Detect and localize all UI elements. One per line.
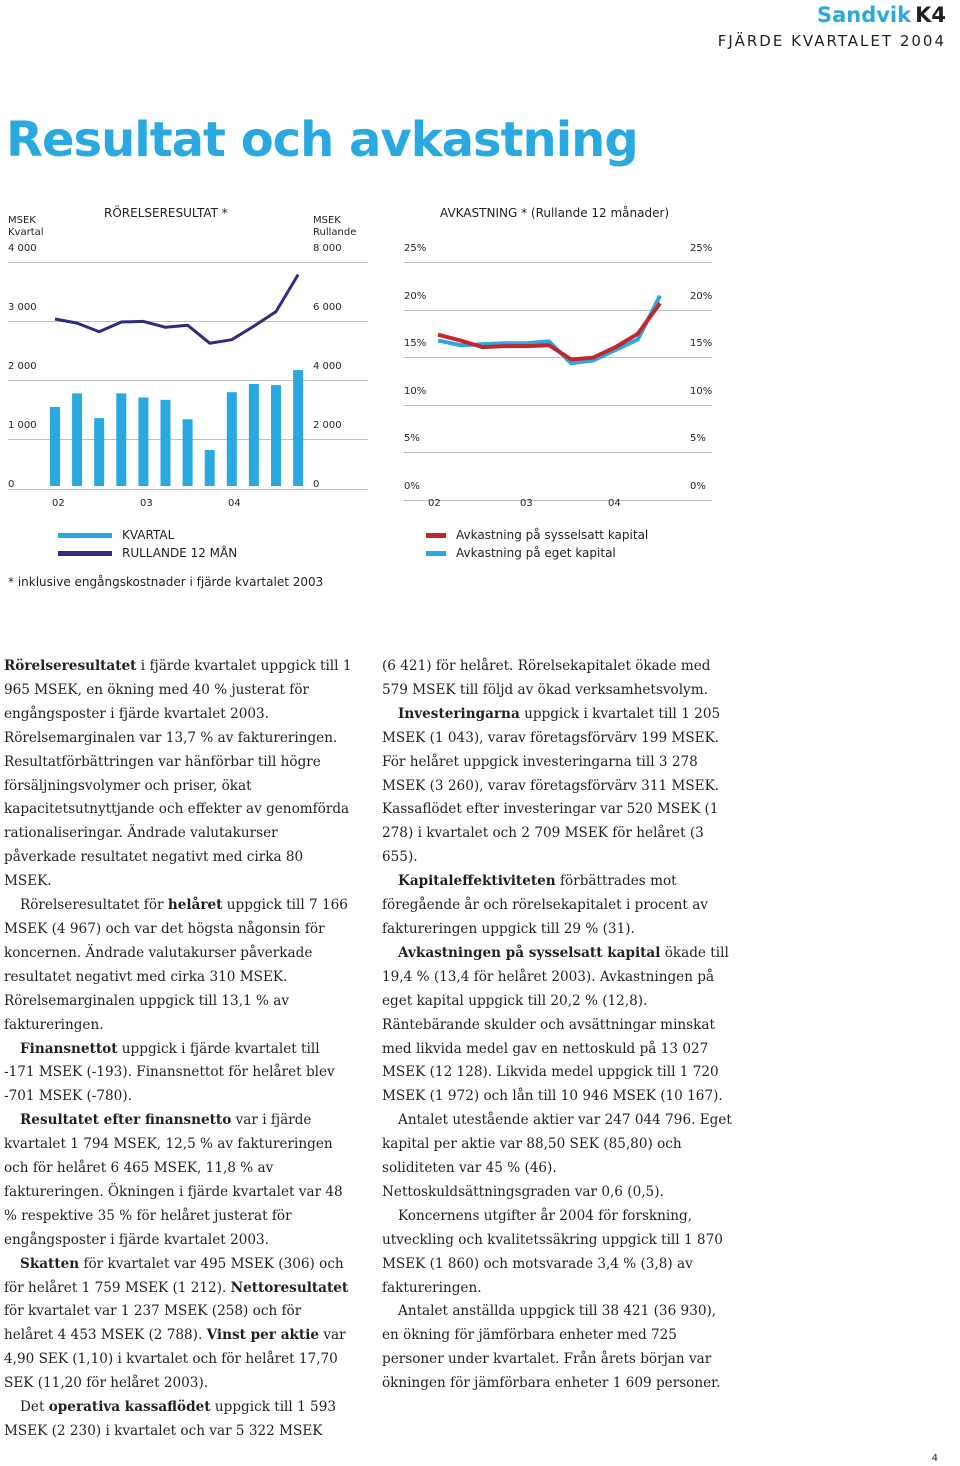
legend-swatch bbox=[426, 551, 446, 556]
y-tick-label: 0 bbox=[8, 479, 15, 490]
y-tick-label: 15% bbox=[404, 338, 427, 350]
paragraph: Antalet anställda uppgick till 38 421 (36 930), en ökning för jämförbara enheter med 725 personer under kvartalet. Från årets början var ökningen för jämförbara enheter 1 609 personer. bbox=[382, 1303, 721, 1392]
x-tick-label: 03 bbox=[140, 498, 153, 509]
text-column-right bbox=[382, 655, 732, 1396]
x-tick-label: 04 bbox=[608, 498, 621, 509]
y-tick-label-right: 8 000 bbox=[313, 243, 342, 254]
y-tick-label: 10% bbox=[404, 385, 427, 397]
y-tick-label-right: 4 000 bbox=[313, 361, 342, 372]
chart-title: RÖRELSERESULTAT * bbox=[104, 206, 228, 220]
chart-title: AVKASTNING * (Rullande 12 månader) bbox=[440, 206, 670, 220]
left-axis-unit: MSEK Kvartal bbox=[8, 215, 44, 238]
paragraph: Antalet utestående aktier var 247 044 796. Eget kapital per aktie var 88,50 SEK (85,80) och soliditeten var 45 % (46). Nettoskuldsättningsgraden var 0,6 (0,5). bbox=[382, 1112, 732, 1200]
y-tick-label-right: 15% bbox=[690, 338, 713, 350]
y-tick-label-right: 10% bbox=[690, 385, 713, 397]
legend-sysselsatt bbox=[426, 528, 648, 542]
paragraph: Skatten för kvartalet var 495 MSEK (306) och för helåret 1 759 MSEK (1 212). Nettoresultatet för kvartalet var 1 237 MSEK (258) och för helåret 4 453 MSEK (2 788). Vinst per aktie var 4,90 SEK (1,10) i kvartalet och för helåret 17,70 SEK (11,20 för helåret 2003). bbox=[4, 1255, 349, 1392]
y-tick-label: 1 000 bbox=[8, 420, 37, 431]
y-tick-label: 20% bbox=[404, 290, 427, 302]
right-axis-unit: MSEK Rullande bbox=[313, 215, 357, 238]
x-tick-label: 02 bbox=[52, 498, 65, 509]
y-tick-label: 5% bbox=[404, 433, 420, 445]
paragraph: (6 421) för helåret. Rörelsekapitalet ökade med 579 MSEK till följd av ökad verksamhetsvolym. bbox=[382, 658, 711, 698]
legend-kvartal bbox=[58, 528, 174, 542]
y-tick-label-right: 6 000 bbox=[313, 302, 342, 313]
x-tick-label: 03 bbox=[520, 498, 533, 509]
report-period: FJÄRDE KVARTALET 2004 bbox=[717, 32, 946, 50]
paragraph: Kapitaleffektiviteten förbättrades mot föregående år och rörelsekapitalet i procent av faktureringen uppgick till 29 % (31). bbox=[382, 873, 708, 937]
y-tick-label: 4 000 bbox=[8, 243, 37, 254]
y-tick-label: 2 000 bbox=[8, 361, 37, 372]
y-tick-label: 25% bbox=[404, 243, 427, 254]
line-series bbox=[438, 296, 660, 364]
text-column-left bbox=[4, 655, 354, 1444]
x-tick-label: 02 bbox=[428, 498, 441, 509]
legend-label: Avkastning på sysselsatt kapital bbox=[456, 528, 649, 542]
legend-label: RULLANDE 12 MÅN bbox=[122, 546, 238, 560]
line-series bbox=[438, 303, 660, 359]
paragraph: Avkastningen på sysselsatt kapital ökade till 19,4 % (13,4 för helåret 2003). Avkastningen på eget kapital uppgick till 20,2 % (12,8). Räntebärande skulder och avsättningar minskat med likvida medel gav en nettoskuld på 13 027 MSEK (12 128). Likvida medel uppgick till 1 720 MSEK (1 972) och lån till 10 946 MSEK (10 167). bbox=[382, 944, 729, 1105]
y-tick-label: 0% bbox=[404, 481, 420, 492]
brand-suffix: K4 bbox=[915, 3, 946, 27]
paragraph: Investeringarna uppgick i kvartalet till 1 205 MSEK (1 043), varav företagsförvärv 199 MSEK. För helåret uppgick investeringarna till 3 278 MSEK (3 260), varav företagsförvärv 311 MSEK. Kassaflödet efter investeringar var 520 MSEK (1 278) i kvartalet och 2 709 MSEK för helåret (3 655). bbox=[382, 705, 721, 866]
brand-text: Sandvik bbox=[816, 3, 912, 27]
legend-swatch bbox=[58, 551, 112, 556]
chart-footnote: * inklusive engångskostnader i fjärde kvartalet 2003 bbox=[8, 575, 324, 589]
y-tick-label-right: 5% bbox=[690, 433, 706, 445]
y-tick-label-right: 0% bbox=[690, 481, 706, 492]
page-number: 4 bbox=[931, 1453, 938, 1464]
paragraph: Koncernens utgifter år 2004 för forskning, utveckling och kvalitetssäkring uppgick till 1 870 MSEK (1 860) och motsvarade 3,4 % (3,8) av faktureringen. bbox=[382, 1207, 723, 1296]
chart2-plot bbox=[0, 0, 960, 520]
legend-label: Avkastning på eget kapital bbox=[456, 546, 616, 560]
paragraph: Finansnettot uppgick i fjärde kvartalet till -171 MSEK (-193). Finansnettot för helåret blev -701 MSEK (-780). bbox=[4, 1040, 335, 1105]
y-tick-label-right: 25% bbox=[690, 243, 713, 254]
y-tick-label: 3 000 bbox=[8, 302, 37, 313]
paragraph: Rörelseresultatet för helåret uppgick till 7 166 MSEK (4 967) och var det högsta någonsin för koncernen. Ändrade valutakurser påverkade resultatet negativt med cirka 310 MSEK. Rörelsemarginalen uppgick till 13,1 % av faktureringen. bbox=[4, 897, 348, 1033]
x-tick-label: 04 bbox=[228, 498, 241, 509]
y-tick-label-right: 20% bbox=[690, 290, 713, 302]
page-title: Resultat och avkastning bbox=[6, 112, 638, 168]
legend-rullande bbox=[58, 546, 237, 560]
paragraph: Resultatet efter finansnetto var i fjärde kvartalet 1 794 MSEK, 12,5 % av faktureringen och för helåret 6 465 MSEK, 11,8 % av faktureringen. Ökningen i fjärde kvartalet var 48 % respektive 35 % för helåret justerat för engångsposter i fjärde kvartalet 2003. bbox=[4, 1112, 343, 1248]
legend-eget bbox=[426, 546, 616, 560]
paragraph: Det operativa kassaflödet uppgick till 1 593 MSEK (2 230) i kvartalet och var 5 322 MSEK bbox=[4, 1399, 336, 1439]
legend-swatch bbox=[426, 533, 446, 538]
legend-label: KVARTAL bbox=[122, 528, 175, 542]
y-tick-label-right: 2 000 bbox=[313, 420, 342, 431]
y-tick-label-right: 0 bbox=[313, 479, 320, 490]
paragraph: Rörelseresultatet i fjärde kvartalet uppgick till 1 965 MSEK, en ökning med 40 % justerat för engångsposter i fjärde kvartalet 2003. Rörelsemarginalen var 13,7 % av faktureringen. Resultatförbättringen var hänförbar till högre försäljningsvolymer och priser, ökat kapacitetsutnyttjande och effekter av genomförda rationaliseringar. Ändrade valutakurser påverkade resultatet negativt med cirka 80 MSEK. bbox=[4, 658, 352, 890]
legend-swatch bbox=[58, 533, 112, 538]
